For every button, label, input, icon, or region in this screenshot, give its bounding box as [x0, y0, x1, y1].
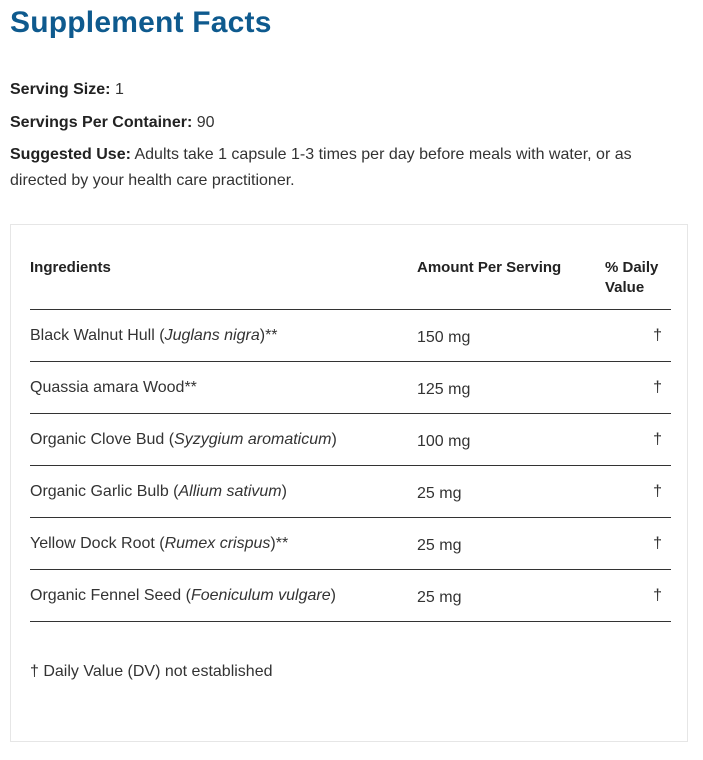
ingredient-daily-value: † [653, 587, 662, 604]
ingredient-suffix: )** [270, 535, 289, 552]
ingredient-latin-name: Juglans nigra [164, 327, 260, 344]
header-amount: Amount Per Serving [417, 259, 562, 276]
header-daily-value [605, 258, 671, 298]
ingredient-latin-name: Syzygium aromaticum [174, 431, 332, 448]
ingredient-amount: 125 mg [417, 381, 471, 398]
ingredient-common-name: Organic Clove Bud ( [30, 431, 175, 448]
ingredient-latin-name: Allium sativum [178, 483, 282, 500]
ingredient-daily-value: † [653, 327, 662, 344]
ingredient-amount: 25 mg [417, 589, 462, 606]
ingredient-name [30, 533, 288, 555]
servings-per-container-label: Servings Per Container: [10, 114, 193, 131]
ingredient-common-name: Quassia amara Wood** [30, 379, 197, 396]
header-ingredients: Ingredients [30, 259, 111, 276]
table-row [30, 414, 671, 466]
ingredient-latin-name: Rumex crispus [164, 535, 271, 552]
ingredient-name [30, 429, 337, 451]
ingredient-common-name: Organic Fennel Seed ( [30, 587, 191, 604]
ingredient-common-name: Black Walnut Hull ( [30, 327, 165, 344]
ingredient-common-name: Organic Garlic Bulb ( [30, 483, 179, 500]
table-row [30, 466, 671, 518]
suggested-use-line2: directed by your health care practitioner. [10, 172, 295, 189]
header-daily-value-line2: Value [605, 279, 645, 296]
header-daily-value-line1: % Daily [605, 259, 659, 276]
ingredient-suffix: ) [331, 431, 337, 448]
ingredient-amount: 25 mg [417, 485, 462, 502]
servings-per-container-value: 90 [196, 114, 215, 131]
ingredient-name [30, 377, 197, 399]
serving-size-value: 1 [114, 81, 124, 98]
servings-per-container [10, 110, 215, 136]
table-header [30, 255, 671, 310]
table-row [30, 518, 671, 570]
suggested-use [10, 142, 690, 194]
ingredient-suffix: ) [330, 587, 336, 604]
table-row [30, 570, 671, 622]
supplement-facts-panel [10, 224, 688, 742]
suggested-use-line1: Adults take 1 capsule 1-3 times per day before meals with water, or as [134, 146, 632, 163]
ingredient-daily-value: † [653, 431, 662, 448]
ingredient-name [30, 325, 278, 347]
ingredient-name [30, 481, 287, 503]
serving-size-label: Serving Size: [10, 81, 111, 98]
suggested-use-label: Suggested Use: [10, 146, 131, 163]
serving-size [10, 77, 124, 103]
ingredient-daily-value: † [653, 483, 662, 500]
table-row [30, 362, 671, 414]
ingredient-daily-value: † [653, 379, 662, 396]
page-title: Supplement Facts [10, 6, 272, 39]
ingredient-daily-value: † [653, 535, 662, 552]
table-body [30, 310, 671, 622]
ingredient-suffix: ) [281, 483, 287, 500]
ingredient-amount: 150 mg [417, 329, 471, 346]
ingredient-common-name: Yellow Dock Root ( [30, 535, 165, 552]
footnote: † Daily Value (DV) not established [30, 663, 273, 680]
table-row [30, 310, 671, 362]
ingredient-amount: 100 mg [417, 433, 471, 450]
ingredient-latin-name: Foeniculum vulgare [190, 587, 331, 604]
ingredient-name [30, 585, 336, 607]
ingredients-table [30, 255, 671, 622]
ingredient-amount: 25 mg [417, 537, 462, 554]
ingredient-suffix: )** [259, 327, 278, 344]
